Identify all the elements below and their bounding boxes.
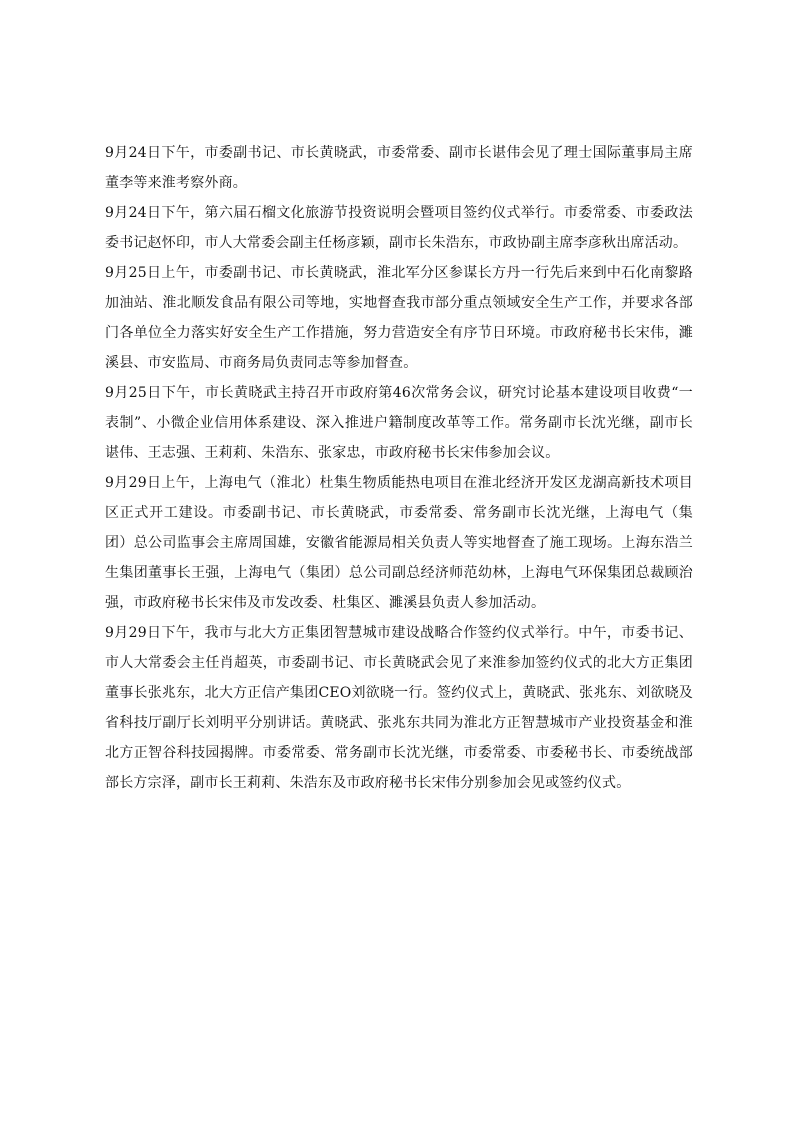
news-paragraph-5: 9月29日上午，上海电气（淮北）杜集生物质能热电项目在淮北经济开发区龙湖高新技术项目区正式开工建设。市委副书记、市长黄晓武，市委常委、常务副市长沈光继，上海电气（集团）总公司监事会主席周国雄，安徽省能源局相关负责人等实地督查了施工现场。上海东浩兰生集团董事长王强，上海电气（集团）总公司副总经济师范幼林，上海电气环保集团总裁顾治强，市政府秘书长宋伟及市发改委、杜集区、濉溪县负责人参加活动。 bbox=[105, 475, 693, 611]
news-paragraph-2: 9月24日下午，第六届石榴文化旅游节投资说明会暨项目签约仪式举行。市委常委、市委政法委书记赵怀印，市人大常委会副主任杨彦颖，副市长朱浩东，市政协副主席李彦秋出席活动。 bbox=[105, 205, 693, 251]
news-paragraph-1: 9月24日下午，市委副书记、市长黄晓武，市委常委、副市长谌伟会见了理士国际董事局主席董李等来淮考察外商。 bbox=[105, 145, 693, 191]
news-paragraph-6: 9月29日下午，我市与北大方正集团智慧城市建设战略合作签约仪式举行。中午，市委书记、市人大常委会主任肖超英，市委副书记、市长黄晓武会见了来淮参加签约仪式的北大方正集团董事长张兆东，北大方正信产集团CEO刘欲晓一行。签约仪式上，黄晓武、张兆东、刘欲晓及省科技厅副厅长刘明平分别讲话。黄晓武、张兆东共同为淮北方正智慧城市产业投资基金和淮北方正智谷科技园揭牌。市委常委、常务副市长沈光继，市委常委、市委秘书长、市委统战部部长方宗泽，副市长王莉莉、朱浩东及市政府秘书长宋伟分别参加会见或签约仪式。 bbox=[105, 625, 693, 791]
document-body bbox=[105, 138, 693, 798]
news-paragraph-3: 9月25日上午，市委副书记、市长黄晓武，淮北军分区参谋长方丹一行先后来到中石化南黎路加油站、淮北顺发食品有限公司等地，实地督查我市部分重点领域安全生产工作，并要求各部门各单位全力落实好安全生产工作措施，努力营造安全有序节日环境。市政府秘书长宋伟，濉溪县、市安监局、市商务局负责同志等参加督查。 bbox=[105, 265, 693, 371]
news-paragraph-4: 9月25日下午，市长黄晓武主持召开市政府第46次常务会议，研究讨论基本建设项目收费“一表制”、小微企业信用体系建设、深入推进户籍制度改革等工作。常务副市长沈光继，副市长谌伟、王志强、王莉莉、朱浩东、张家忠，市政府秘书长宋伟参加会议。 bbox=[105, 385, 693, 461]
